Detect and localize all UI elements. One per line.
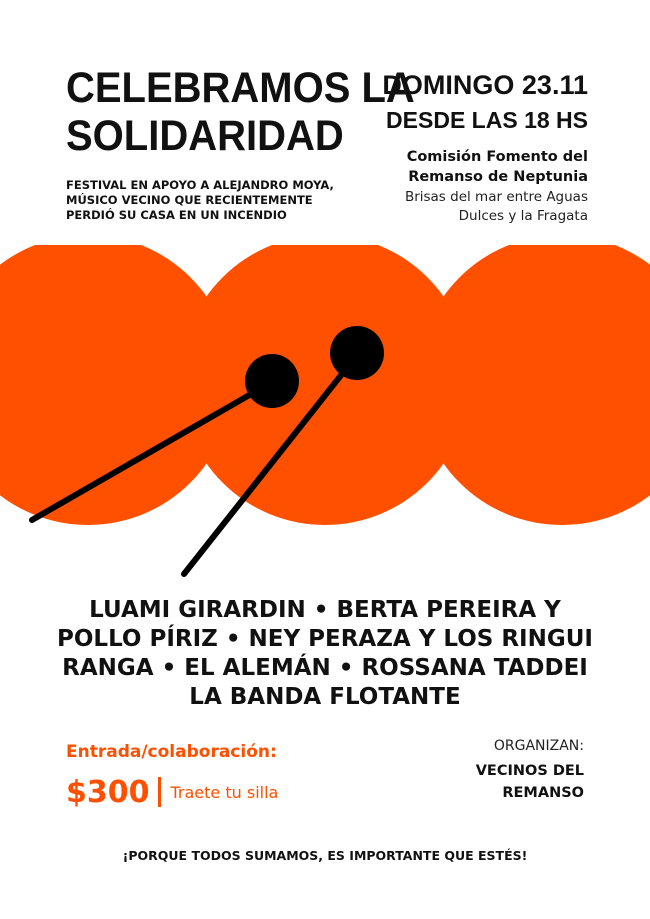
subtitle-line: PERDIÓ SU CASA EN UN INCENDIO bbox=[66, 208, 287, 222]
lineup-line: RANGA • EL ALEMÁN • ROSSANA TADDEI bbox=[62, 655, 588, 681]
drum-circles-illustration bbox=[0, 245, 650, 580]
poster-title bbox=[66, 64, 415, 160]
entry-price: $300 bbox=[66, 774, 150, 810]
price-divider bbox=[158, 777, 161, 807]
entry-label: Entrada/colaboración: bbox=[66, 742, 277, 762]
subtitle-line: FESTIVAL EN APOYO A ALEJANDRO MOYA, bbox=[66, 178, 334, 192]
subtitle-line: MÚSICO VECINO QUE RECIENTEMENTE bbox=[66, 193, 313, 207]
lineup-line: POLLO PÍRIZ • NEY PERAZA Y LOS RINGUI bbox=[57, 626, 593, 652]
right-circle bbox=[417, 245, 650, 525]
price-row bbox=[66, 774, 278, 810]
organizers-label: ORGANIZAN: bbox=[493, 738, 584, 754]
bring-chair-note: Traete tu silla bbox=[170, 782, 279, 802]
lineup-line: LUAMI GIRARDIN • BERTA PEREIRA Y bbox=[89, 597, 561, 623]
event-time: DESDE LAS 18 HS bbox=[386, 107, 588, 133]
title-line: SOLIDARIDAD bbox=[66, 112, 344, 160]
artist-lineup bbox=[0, 596, 650, 712]
address-line: Dulces y la Fragata bbox=[458, 208, 588, 224]
event-date: DOMINGO 23.11 bbox=[382, 70, 588, 100]
address-line: Brisas del mar entre Aguas bbox=[404, 189, 588, 205]
title-line: CELEBRAMOS LA bbox=[66, 64, 415, 112]
event-address bbox=[405, 188, 588, 226]
event-venue bbox=[407, 147, 588, 187]
poster-subtitle bbox=[66, 178, 386, 223]
lineup-line: LA BANDA FLOTANTE bbox=[189, 684, 461, 710]
organizer-line: REMANSO bbox=[502, 785, 584, 801]
venue-line: Comisión Fomento del bbox=[406, 149, 588, 165]
organizers-names bbox=[476, 760, 584, 804]
footer-slogan: ¡PORQUE TODOS SUMAMOS, ES IMPORTANTE QUE ESTÉS! bbox=[122, 848, 528, 863]
organizer-line: VECINOS DEL bbox=[475, 763, 584, 779]
venue-line: Remanso de Neptunia bbox=[408, 169, 588, 185]
